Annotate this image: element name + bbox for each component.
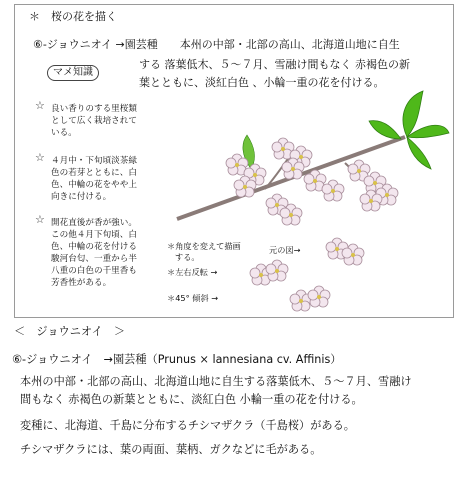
- note-1: 良い香りのする里桜類 として広く栽培されて いる。: [51, 104, 137, 138]
- tilt-label: ＊45° 傾斜 →: [167, 293, 219, 303]
- name-line: ⑥-ジョウニオイ →園芸種（Prunus × lannesiana cv. Affinis）: [12, 353, 342, 366]
- paragraph-2: 変種に、北海道、千島に分布するチシマザクラ（千島桜）がある。: [20, 419, 355, 432]
- cherry-blossom-branch-illustration: [15, 5, 455, 319]
- note-2: ４月中・下旬頃淡茶緑 色の若芽とともに、白 色、中輪の花をやや上 向きに付ける。: [51, 156, 137, 202]
- star-icon: ☆: [35, 213, 45, 226]
- section-title: ＜ ジョウニオイ ＞: [14, 325, 126, 338]
- description-line-2: する 落葉低木、５～７月、雪融け間もなく 赤褐色の新: [139, 58, 410, 71]
- paragraph-1-line-1: 本州の中部・北部の高山、北海道山地に自生する落葉低木、５～７月、雪融け: [20, 375, 412, 388]
- star-icon: ☆: [35, 151, 45, 164]
- note-3: 開花直後が香が強い。 この他４月下旬頃、白 色、中輪の花を付ける 駿河台匂、一重から半 八重の白色の千里香も 芳香性がある。: [51, 218, 137, 288]
- illustration-card: [14, 4, 454, 318]
- star-icon: ☆: [35, 99, 45, 112]
- angle-label: ＊角度を変えて描画 する。: [167, 241, 241, 262]
- flip-label: ＊左右反転 →: [167, 267, 218, 277]
- card-heading: ＊ 桜の花を描く: [29, 10, 117, 23]
- paragraph-3: チシマザクラには、葉の両面、葉柄、ガクなどに毛がある。: [20, 443, 322, 456]
- original-label: 元の図→: [269, 245, 301, 255]
- paragraph-1-line-2: 間もなく 赤褐色の新葉とともに、淡紅白色 小輪一重の花を付ける。: [20, 393, 363, 406]
- description-line-3: 葉とともに、淡紅白色 、小輪一重の花を付ける。: [139, 76, 385, 89]
- variety-line: ⑥-ジョウニオイ →園芸種 本州の中部・北部の高山、北海道山地に自生: [33, 38, 400, 51]
- mame-chishiki-badge: マメ知識: [47, 65, 99, 81]
